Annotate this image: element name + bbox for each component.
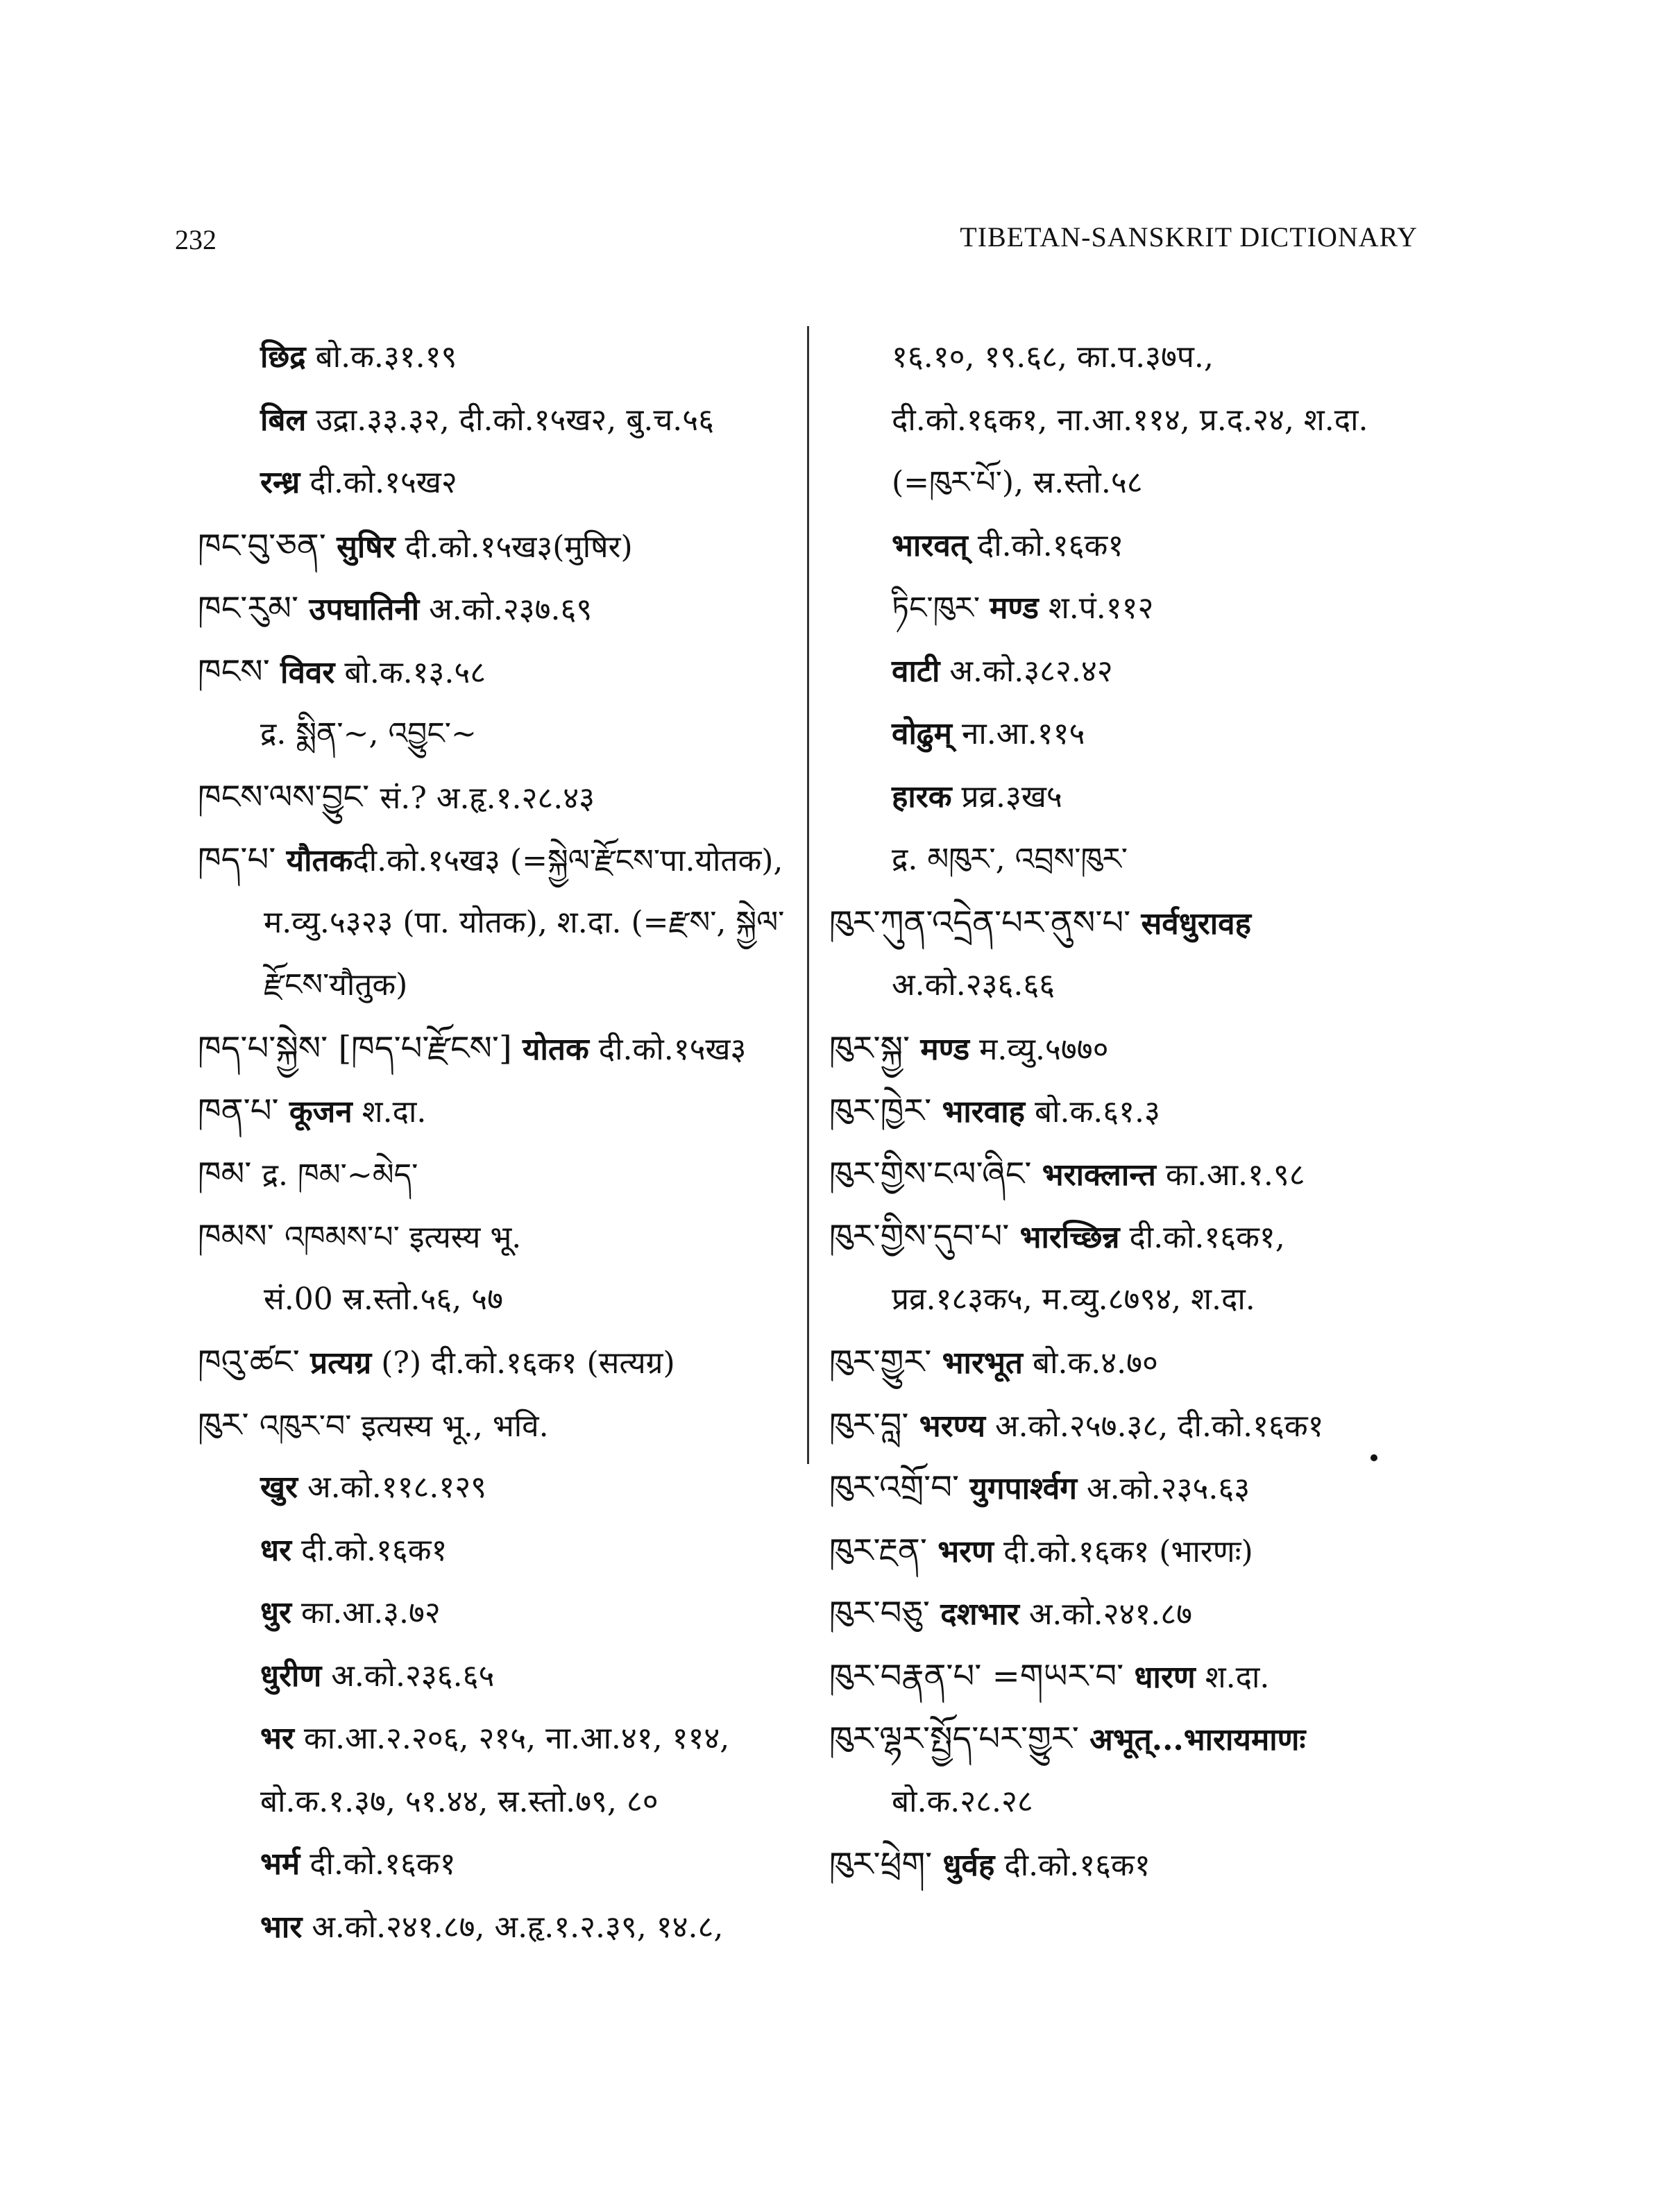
entry-line	[198, 703, 808, 766]
source-reference: अ.को.३८२.४२	[940, 653, 1113, 689]
tibetan-headword: ཁུར་ཕྲེག་	[829, 1845, 943, 1884]
sanskrit-equivalent: विवर	[280, 654, 335, 690]
sanskrit-equivalent: वाटी	[892, 653, 940, 689]
source-reference: बो.क.१.३७, ५१.४४, स्र.स्तो.७९, ८०	[260, 1783, 659, 1819]
tibetan-headword: ཁངས་ལས་བྱུང་	[198, 777, 380, 817]
sanskrit-equivalent: भर	[260, 1721, 294, 1756]
entry-line	[829, 1017, 1468, 1080]
entry-line	[198, 1394, 808, 1457]
entry-line	[198, 1456, 808, 1520]
entry-line	[198, 766, 808, 829]
source-reference: दी.को.१६क१	[967, 527, 1124, 563]
source-reference: अ.को.११८.१२९	[298, 1470, 487, 1505]
source-reference: श.दा.	[352, 1094, 427, 1130]
entry-line	[198, 1143, 808, 1206]
source-reference: अ.को.२३५.६३	[1077, 1471, 1250, 1506]
entry-line	[829, 1331, 1468, 1394]
sanskrit-equivalent: योतक	[523, 1031, 589, 1067]
source-reference: दी.को.१५ख३ (=སྐྱེལ་རྫོངས་पा.योतक),	[353, 843, 783, 878]
entry-line	[829, 766, 1468, 829]
entry-line	[198, 892, 808, 955]
source-reference: का.आ.२.२०६, २१५, ना.आ.४१, ११४,	[294, 1721, 730, 1756]
source-reference: सं.00 स्र.स्तो.५६, ५७	[264, 1281, 503, 1317]
source-reference: बो.क.३१.१९	[305, 339, 457, 375]
tibetan-headword: ཁུར་བླ་	[829, 1405, 919, 1445]
page-number: 232	[175, 224, 217, 255]
tibetan-headword: ཁུར་བརྣན་པ་ =གཡར་བ་	[829, 1656, 1135, 1696]
sanskrit-equivalent: रन्ध्र	[260, 465, 300, 500]
entry-line	[198, 1708, 808, 1771]
source-reference: द्र. ཁམ་~མེད་	[262, 1157, 418, 1193]
sanskrit-equivalent: छिद्र	[260, 339, 306, 375]
source-reference: ना.आ.११५	[951, 716, 1085, 751]
left-column	[198, 326, 808, 1959]
entry-line	[198, 389, 808, 452]
sanskrit-equivalent: युगपार्श्वग	[969, 1471, 1077, 1506]
source-reference: म.व्यु.५३२३ (पा. योतक), श.दा. (=རྫས་, སྐྱེལ་	[264, 904, 785, 940]
entry-line	[829, 1268, 1468, 1332]
source-reference: दी.को.१६क१	[300, 1846, 456, 1882]
source-reference: दी.को.१६क१ (भारणः)	[993, 1533, 1253, 1569]
sanskrit-equivalent: भारच्छिन्न	[1019, 1220, 1120, 1255]
sanskrit-equivalent: प्रत्यग्र	[310, 1345, 372, 1381]
tibetan-headword: ཁན་པ་	[198, 1091, 289, 1130]
sanskrit-equivalent: धारण	[1134, 1659, 1196, 1695]
entry-line	[829, 1645, 1468, 1708]
tibetan-headword: ཁུར་སྐྱ་	[829, 1028, 921, 1068]
entry-line	[198, 1645, 808, 1708]
source-reference: अ.को.२३६.६५	[321, 1658, 495, 1694]
sanskrit-equivalent: यौतक	[286, 843, 353, 878]
sanskrit-equivalent: उपघातिनी	[309, 592, 420, 627]
source-reference: अ.को.२४१.८७, अ.हृ.१.२.३९, १४.८,	[302, 1909, 724, 1945]
entry-line	[829, 640, 1468, 704]
source-reference: (=ཁུར་པོ་), स्र.स्तो.५८	[892, 465, 1143, 500]
source-reference: འཁམས་པ་ इत्यस्य भू.	[285, 1220, 522, 1255]
source-reference: दी.को.१५ख३	[588, 1031, 747, 1067]
source-reference: का.आ.१.९८	[1155, 1157, 1305, 1193]
entry-line	[829, 1205, 1468, 1268]
source-reference: अ.को.२३६.६६	[892, 967, 1055, 1003]
sanskrit-equivalent: बिल	[260, 402, 307, 438]
entry-line	[829, 515, 1468, 578]
entry-line	[198, 640, 808, 704]
source-reference: अ.को.२५७.३८, दी.को.१६क१	[985, 1408, 1324, 1444]
entry-line	[829, 577, 1468, 640]
entry-line	[198, 1582, 808, 1645]
tibetan-headword: ཁུར་ཁྱེར་	[829, 1091, 942, 1130]
source-reference: दी.को.१६क१	[291, 1532, 448, 1568]
source-reference: प्रव्र.१८३क५, म.व्यु.८७९४, श.दा.	[892, 1281, 1255, 1317]
sanskrit-equivalent: भारभूत	[942, 1345, 1023, 1381]
column-divider	[807, 326, 809, 1464]
entry-line	[829, 828, 1468, 892]
sanskrit-equivalent: वोढुम्	[892, 716, 952, 751]
source-reference: द्र. མཁུར་, འབྲས་ཁུར་	[892, 842, 1128, 877]
sanskrit-equivalent: मण्ड	[920, 1031, 970, 1067]
tibetan-headword: ཁུར་ཀུན་འདྲེན་པར་ནུས་པ་	[829, 903, 1142, 942]
tibetan-headword: ཁུར་རྔན་	[829, 1531, 938, 1570]
sanskrit-equivalent: कूजन	[289, 1094, 353, 1130]
entry-line	[829, 892, 1468, 955]
right-column	[829, 326, 1468, 1896]
tibetan-headword: ཁུར་འགྲོ་བ་	[829, 1468, 970, 1507]
source-reference: १६.१०, १९.६८, का.प.३७प.,	[892, 339, 1214, 375]
sanskrit-equivalent: भारवाह	[942, 1094, 1025, 1130]
tibetan-headword: ཁའུ་ཚང་	[198, 1343, 311, 1381]
source-reference: दी.को.१६क१, ना.आ.११४, प्र.द.२४, श.दा.	[892, 402, 1368, 438]
entry-line	[829, 326, 1468, 389]
tibetan-headword: ཁད་པ་སྐྱེས་ [ཁད་པ་རྫོངས་]	[198, 1028, 523, 1068]
entry-line	[198, 1080, 808, 1143]
source-reference: बो.क.४.७०	[1022, 1345, 1158, 1381]
tibetan-headword: ཁུར་གྱིས་དུབ་པ་	[829, 1217, 1020, 1256]
entry-line	[198, 1833, 808, 1896]
sanskrit-equivalent: अभूत्...भारायमाणः	[1089, 1722, 1306, 1758]
entry-line	[198, 515, 808, 578]
source-reference: का.आ.३.७२	[291, 1595, 441, 1631]
source-reference: འཁུར་བ་ इत्यस्य भू., भवि.	[259, 1408, 549, 1444]
source-reference: बो.क.१३.५८	[334, 654, 486, 690]
entry-line	[829, 954, 1468, 1017]
tibetan-headword: ཁང་རུམ་	[198, 589, 309, 628]
sanskrit-equivalent: भरण्य	[919, 1408, 986, 1444]
tibetan-headword: ཁུར་གྱུར་	[829, 1343, 942, 1381]
sanskrit-equivalent: दशभार	[940, 1597, 1019, 1632]
source-reference: उद्रा.३३.३२, दी.को.१५ख२, बु.च.५६	[306, 402, 715, 438]
entry-line	[829, 1394, 1468, 1457]
source-reference: दी.को.१६क१,	[1119, 1220, 1285, 1255]
entry-line	[198, 1017, 808, 1080]
entry-line	[198, 954, 808, 1017]
entry-line	[198, 1520, 808, 1583]
source-reference: प्रव्र.३ख५	[951, 779, 1062, 815]
entry-line	[829, 1143, 1468, 1206]
entry-line	[829, 1833, 1468, 1896]
sanskrit-equivalent: धर	[260, 1532, 292, 1568]
tibetan-headword: ཁུར་བཅུ་	[829, 1594, 941, 1633]
entry-line	[829, 1771, 1468, 1834]
sanskrit-equivalent: भरण	[937, 1533, 994, 1569]
source-reference: अ.को.२३७.६९	[419, 592, 593, 627]
entry-line	[829, 452, 1468, 515]
sanskrit-equivalent: धुर्वह	[942, 1848, 995, 1883]
source-reference: दी.को.१५ख३(मुषिर)	[395, 529, 633, 565]
entry-line	[198, 1331, 808, 1394]
sanskrit-equivalent: भराक्लान्त	[1042, 1157, 1156, 1193]
tibetan-headword: ཁམ་	[198, 1154, 262, 1193]
entry-line	[198, 326, 808, 389]
ink-dot	[1371, 1454, 1377, 1461]
entry-line	[198, 1896, 808, 1959]
entry-line	[829, 389, 1468, 452]
source-reference: ཏིང་ཁུར་ मण्ड श.पं.११२	[892, 590, 1154, 626]
sanskrit-equivalent: भार	[260, 1909, 303, 1945]
tibetan-headword: ཁུར་གྱིས་ངལ་ཞིང་	[829, 1154, 1042, 1193]
source-reference: बो.क.२८.२८	[892, 1783, 1033, 1819]
entry-line	[198, 577, 808, 640]
source-reference: म.व्यु.५७७०	[969, 1031, 1109, 1067]
sanskrit-equivalent: भर्म	[260, 1846, 300, 1882]
tibetan-headword: ཁད་པ་	[198, 840, 287, 879]
entry-line	[829, 1520, 1468, 1583]
sanskrit-equivalent: सुषिर	[337, 529, 396, 565]
entry-line	[198, 828, 808, 892]
source-reference: दी.को.१५ख२	[300, 465, 457, 500]
sanskrit-equivalent: खुर	[260, 1470, 298, 1505]
source-reference: (?) दी.को.१६क१ (सत्यग्र)	[371, 1345, 675, 1381]
sanskrit-equivalent: भारवत्	[892, 527, 968, 563]
source-reference: सं.? अ.हृ.१.२८.४३	[380, 780, 595, 816]
running-head: TIBETAN-SANSKRIT DICTIONARY	[960, 221, 1418, 253]
sanskrit-equivalent: हारक	[892, 779, 952, 815]
entry-line	[829, 1582, 1468, 1645]
tibetan-headword: ཁུར་	[198, 1405, 260, 1445]
source-reference: श.दा.	[1195, 1659, 1270, 1695]
tibetan-headword: ཁང་བུ་ཅན་	[198, 526, 337, 565]
source-reference: རྫོངས་यौतुक)	[264, 967, 408, 1003]
sanskrit-equivalent: धुर	[260, 1595, 292, 1631]
source-reference: अ.को.२४१.८७	[1019, 1597, 1192, 1632]
tibetan-headword: ཁམས་	[198, 1217, 285, 1256]
sanskrit-equivalent: सर्वधुरावह	[1141, 905, 1252, 942]
source-reference: द्र. སྨིན་~, འབྱུང་~	[260, 716, 477, 751]
entry-line	[829, 1456, 1468, 1520]
source-reference: दी.को.१६क१	[994, 1848, 1151, 1883]
entry-line	[829, 1080, 1468, 1143]
tibetan-headword: ཁངས་	[198, 652, 281, 691]
entry-line	[829, 1708, 1468, 1771]
sanskrit-equivalent: धुरीण	[260, 1658, 322, 1694]
entry-line	[198, 1268, 808, 1332]
entry-line	[198, 1205, 808, 1268]
entry-line	[198, 452, 808, 515]
tibetan-headword: ཁུར་ལྷར་སྤྱོད་པར་གྱུར་	[829, 1719, 1090, 1758]
entry-line	[829, 703, 1468, 766]
source-reference: बो.क.६१.३	[1025, 1094, 1160, 1130]
entry-line	[198, 1771, 808, 1834]
